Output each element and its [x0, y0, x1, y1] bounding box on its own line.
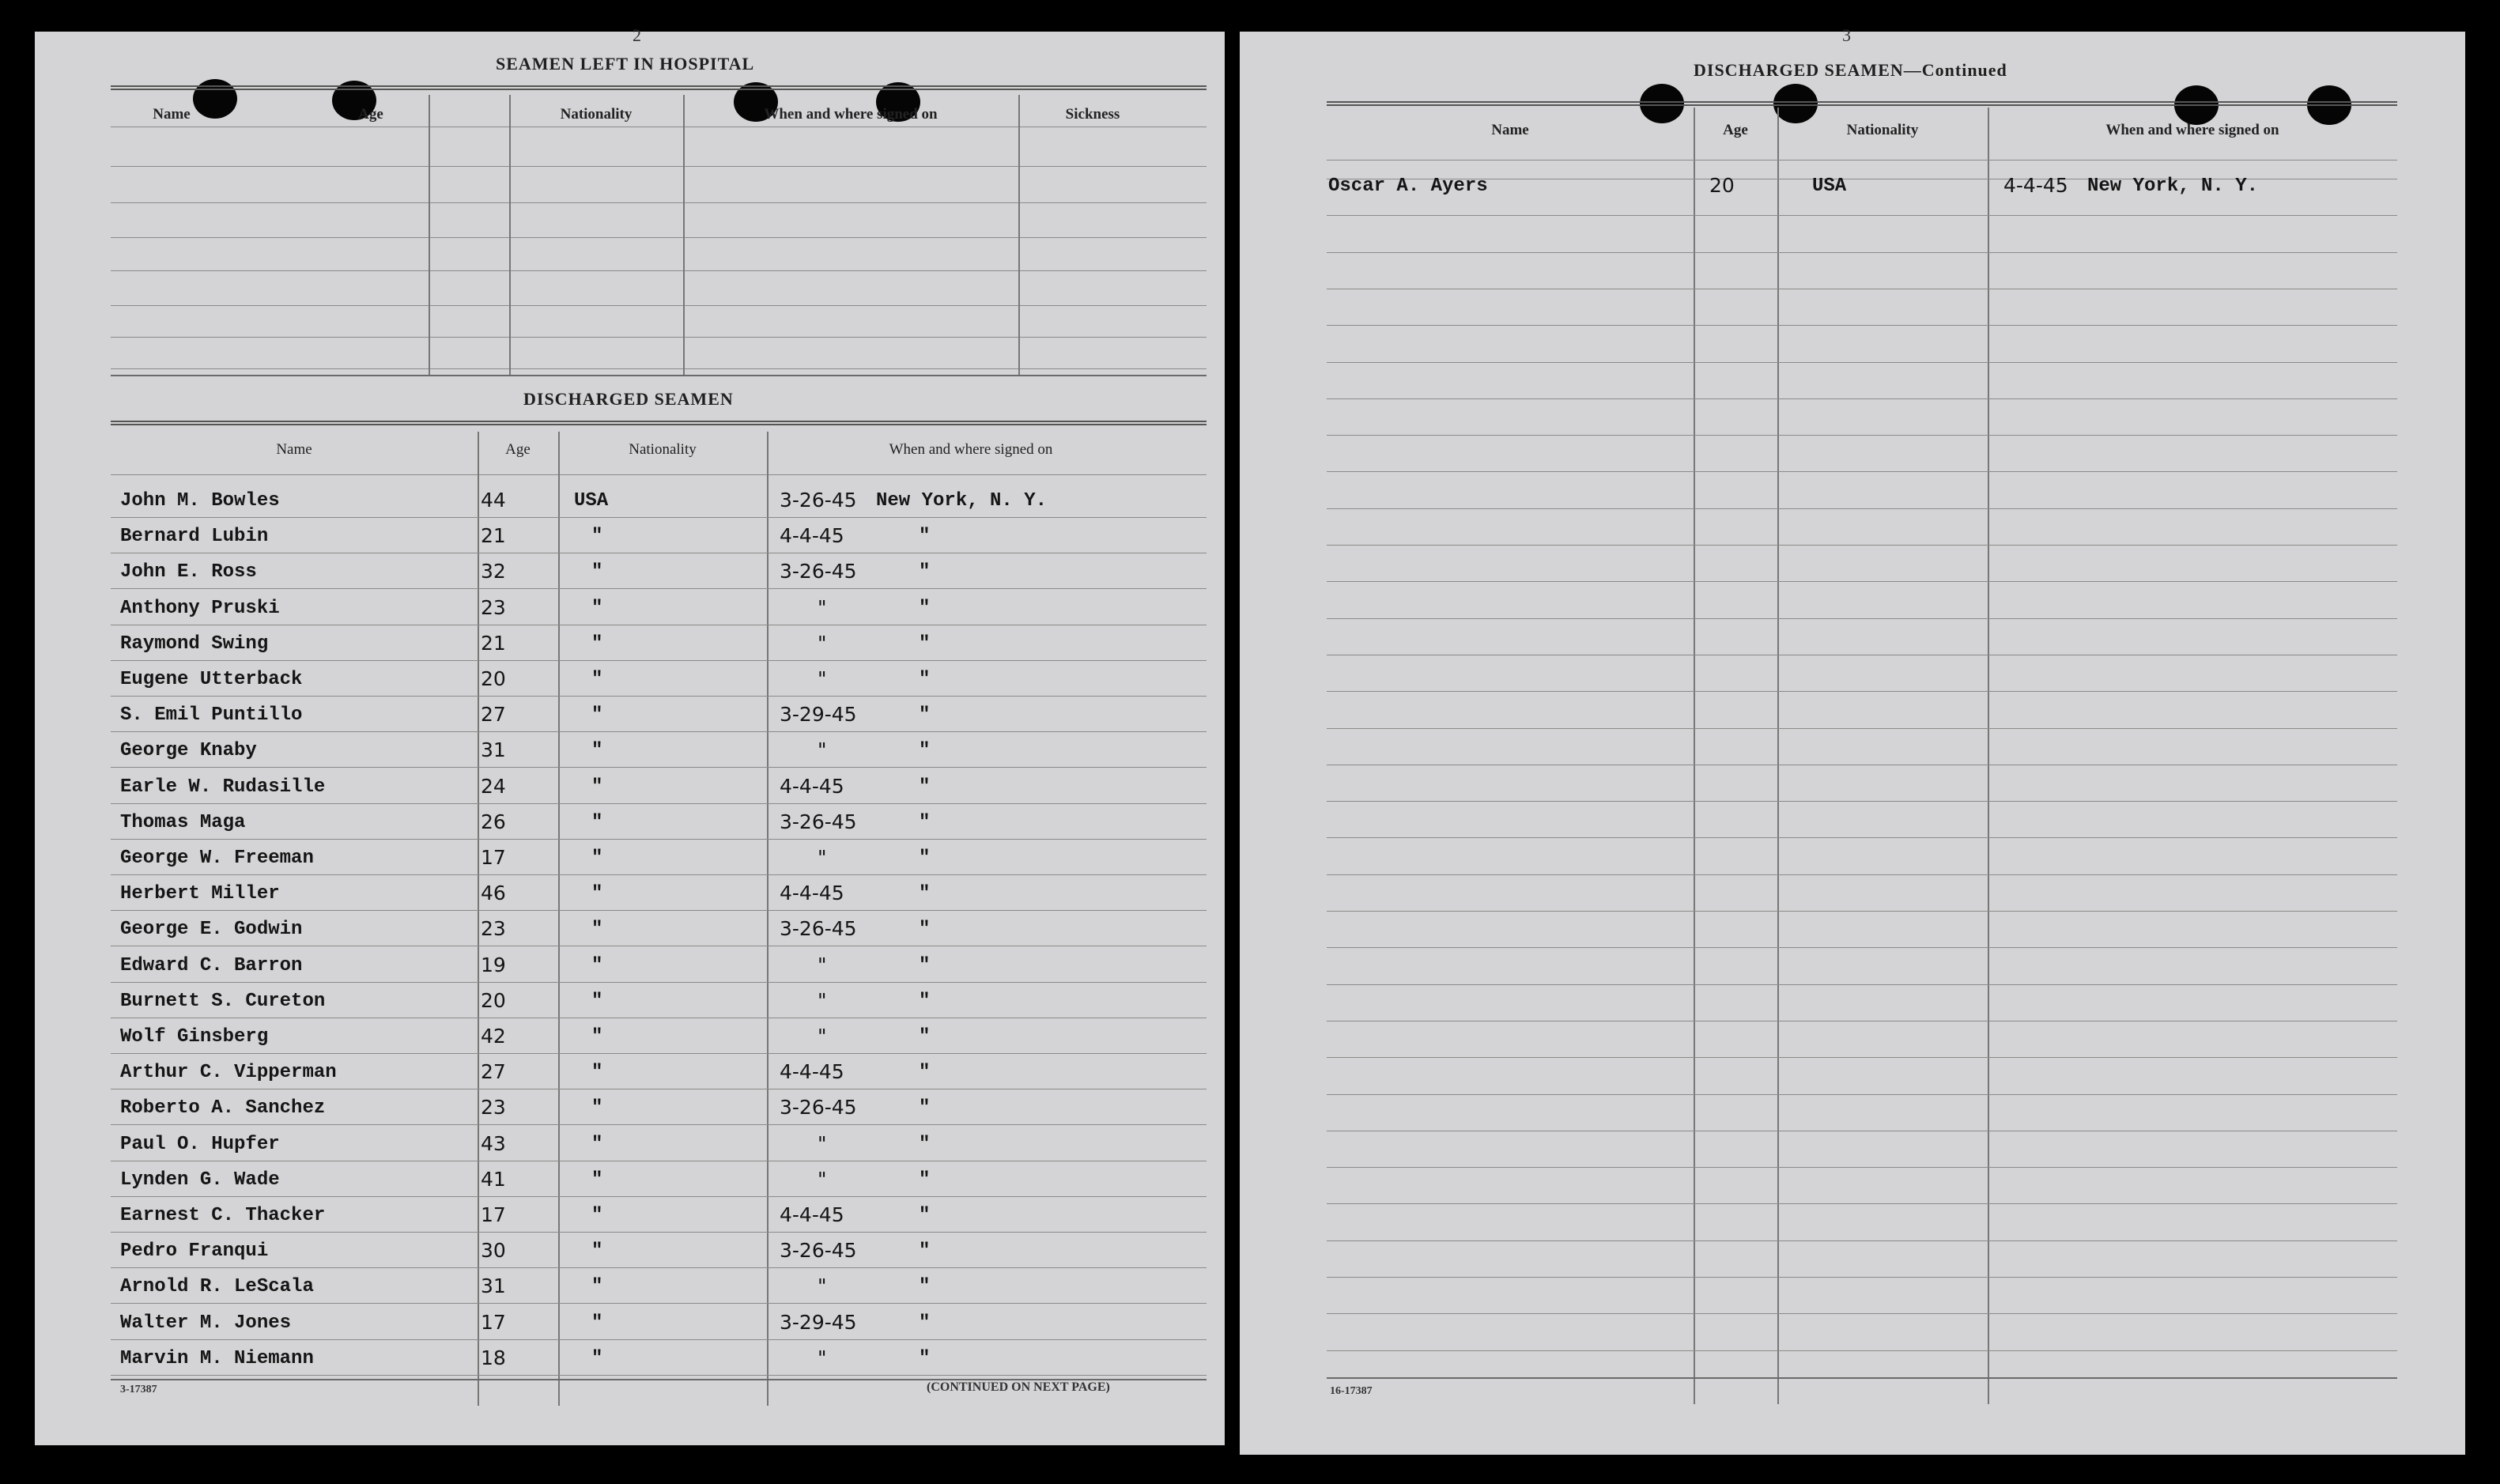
seaman-age: 23 [481, 1096, 506, 1119]
signed-on-place: " [919, 776, 931, 798]
signed-on-place: New York, N. Y. [2087, 176, 2259, 197]
table-rule [111, 166, 1207, 167]
seaman-age: 43 [481, 1132, 506, 1155]
table-row [35, 1026, 1225, 1061]
header-signed-on: When and where signed on [2105, 122, 2279, 138]
table-row [35, 991, 1225, 1025]
row-rule [1327, 1313, 2397, 1314]
seaman-nationality: " [591, 669, 603, 690]
table-row [35, 1097, 1225, 1132]
seaman-nationality: " [591, 848, 603, 869]
seaman-age: 23 [481, 917, 506, 940]
row-rule [1327, 1277, 2397, 1278]
row-rule [111, 731, 1207, 732]
continued-note: (CONTINUED ON NEXT PAGE) [927, 1380, 1110, 1394]
signed-on-place: " [919, 1205, 931, 1226]
signed-on-date: 4-4-45 [780, 775, 844, 798]
seaman-nationality: " [591, 919, 603, 940]
signed-on-place: " [919, 1276, 931, 1297]
signed-on-date: 4-4-45 [780, 1060, 844, 1083]
row-rule [111, 1375, 1207, 1376]
seaman-nationality: " [591, 704, 603, 726]
seaman-nationality: " [591, 776, 603, 798]
header-nationality: Nationality [1846, 122, 1919, 138]
table-rule [111, 337, 1207, 338]
seaman-name: Lynden G. Wade [120, 1169, 280, 1191]
seaman-age: 20 [481, 989, 506, 1012]
seaman-nationality: " [591, 1276, 603, 1297]
signed-on-place: " [919, 526, 931, 547]
signed-on-date: " [818, 667, 827, 690]
row-rule [1327, 325, 2397, 326]
form-number: 16-17387 [1330, 1385, 1373, 1397]
table-row [35, 633, 1225, 668]
signed-on-date: " [818, 1132, 827, 1155]
row-rule [1327, 471, 2397, 472]
seaman-name: Pedro Franqui [120, 1240, 269, 1262]
row-rule [1327, 911, 2397, 912]
row-rule [111, 1339, 1207, 1340]
signed-on-date: " [818, 1025, 827, 1048]
seaman-name: Eugene Utterback [120, 669, 303, 690]
table-row [35, 1348, 1225, 1383]
seaman-nationality: " [591, 1026, 603, 1048]
seaman-nationality: " [591, 1205, 603, 1226]
row-rule [1327, 252, 2397, 253]
header-name: Name [1491, 122, 1529, 138]
row-rule [1327, 508, 2397, 509]
row-rule [111, 874, 1207, 875]
signed-on-place: " [919, 919, 931, 940]
seaman-age: 21 [481, 632, 506, 655]
signed-on-place: New York, N. Y. [876, 490, 1048, 512]
row-rule [1327, 801, 2397, 802]
seaman-name: Thomas Maga [120, 812, 246, 833]
signed-on-date: " [818, 1274, 827, 1297]
row-rule [1327, 1094, 2397, 1095]
signed-on-date: " [818, 632, 827, 655]
seaman-age: 41 [481, 1168, 506, 1191]
table-row [35, 561, 1225, 596]
table-row [35, 812, 1225, 847]
header-nationality: Nationality [629, 441, 697, 458]
seaman-name: George E. Godwin [120, 919, 303, 940]
page-number: 3 [1842, 25, 1851, 45]
seaman-age: 20 [1709, 174, 1735, 197]
seaman-nationality: " [591, 598, 603, 619]
seaman-name: Herbert Miller [120, 883, 280, 904]
column-divider [1777, 108, 1779, 1404]
row-rule [111, 1303, 1207, 1304]
seaman-nationality: " [591, 1134, 603, 1155]
seaman-nationality: USA [574, 490, 609, 512]
signed-on-place: " [919, 1097, 931, 1119]
column-divider [1694, 108, 1695, 1404]
signed-on-place: " [919, 1134, 931, 1155]
table-row [35, 490, 1225, 525]
header-age: Age [358, 106, 383, 123]
table-bottom-rule [111, 375, 1207, 376]
signed-on-date: 4-4-45 [780, 524, 844, 547]
seaman-age: 23 [481, 596, 506, 619]
header-nationality: Nationality [560, 106, 633, 123]
seaman-nationality: " [591, 561, 603, 583]
table-row [35, 919, 1225, 953]
signed-on-date: 3-29-45 [780, 703, 857, 726]
signed-on-place: " [919, 1348, 931, 1369]
seaman-name: S. Emil Puntillo [120, 704, 303, 726]
header-sickness: Sickness [1065, 106, 1120, 123]
header-signed-on: When and where signed on [889, 441, 1053, 458]
seaman-nationality: " [591, 991, 603, 1012]
table-row [35, 526, 1225, 561]
signed-on-date: " [818, 953, 827, 976]
row-rule [1327, 1350, 2397, 1351]
signed-on-place: " [919, 1169, 931, 1191]
row-rule [1327, 984, 2397, 985]
table-row [35, 740, 1225, 775]
seaman-name: Paul O. Hupfer [120, 1134, 280, 1155]
row-rule [111, 1053, 1207, 1054]
signed-on-date: " [818, 596, 827, 619]
seaman-nationality: " [591, 1097, 603, 1119]
seaman-age: 21 [481, 524, 506, 547]
seaman-nationality: USA [1812, 176, 1847, 197]
row-rule [111, 1124, 1207, 1125]
row-rule [1327, 1240, 2397, 1241]
row-rule [111, 660, 1207, 661]
table-rule [111, 474, 1207, 475]
signed-on-place: " [919, 1062, 931, 1083]
seaman-nationality: " [591, 955, 603, 976]
seaman-name: Walter M. Jones [120, 1312, 292, 1334]
signed-on-place: " [919, 848, 931, 869]
table-row [35, 955, 1225, 990]
seaman-age: 27 [481, 1060, 506, 1083]
column-divider [683, 95, 685, 376]
signed-on-place: " [919, 598, 931, 619]
right-form-page [1240, 25, 2465, 1455]
seaman-age: 46 [481, 882, 506, 904]
seaman-age: 20 [481, 667, 506, 690]
signed-on-date: 3-26-45 [780, 810, 857, 833]
seaman-nationality: " [591, 1312, 603, 1334]
rule [111, 85, 1207, 90]
row-rule [1327, 728, 2397, 729]
row-rule [111, 517, 1207, 518]
rule [1327, 101, 2397, 106]
seaman-nationality: " [591, 740, 603, 761]
row-rule [111, 803, 1207, 804]
signed-on-date: 3-26-45 [780, 1239, 857, 1262]
seaman-name: John M. Bowles [120, 490, 280, 512]
signed-on-date: " [818, 989, 827, 1012]
seaman-name: Wolf Ginsberg [120, 1026, 269, 1048]
row-rule [111, 910, 1207, 911]
form-number: 3-17387 [120, 1384, 157, 1395]
row-rule [1327, 837, 2397, 838]
seaman-name: Edward C. Barron [120, 955, 303, 976]
table-row [35, 1205, 1225, 1240]
signed-on-place: " [919, 740, 931, 761]
seaman-nationality: " [591, 633, 603, 655]
seaman-age: 17 [481, 1311, 506, 1334]
row-rule [1327, 691, 2397, 692]
row-rule [1327, 398, 2397, 399]
table-row [35, 1169, 1225, 1204]
table-rule [111, 368, 1207, 369]
header-signed-on: When and where signed on [764, 106, 938, 123]
signed-on-place: " [919, 812, 931, 833]
signed-on-date: " [818, 1168, 827, 1191]
seaman-name: Burnett S. Cureton [120, 991, 326, 1012]
table-row [35, 704, 1225, 739]
column-divider [429, 95, 430, 376]
seaman-age: 31 [481, 738, 506, 761]
table-bottom-rule [1327, 1377, 2397, 1379]
seaman-name: Anthony Pruski [120, 598, 280, 619]
column-divider [1018, 95, 1020, 376]
seaman-name: Marvin M. Niemann [120, 1348, 314, 1369]
row-rule [1327, 435, 2397, 436]
seaman-age: 30 [481, 1239, 506, 1262]
row-rule [111, 1267, 1207, 1268]
signed-on-place: " [919, 561, 931, 583]
row-rule [1327, 874, 2397, 875]
seaman-age: 32 [481, 560, 506, 583]
row-rule [1327, 215, 2397, 216]
page-number: 2 [633, 25, 641, 45]
signed-on-place: " [919, 1026, 931, 1048]
signed-on-date: 3-26-45 [780, 489, 857, 512]
seaman-nationality: " [591, 526, 603, 547]
seaman-age: 18 [481, 1346, 506, 1369]
signed-on-place: " [919, 991, 931, 1012]
seaman-age: 26 [481, 810, 506, 833]
row-rule [111, 982, 1207, 983]
seaman-name: Roberto A. Sanchez [120, 1097, 326, 1119]
row-rule [1327, 947, 2397, 948]
column-divider [509, 95, 511, 376]
signed-on-date: 3-26-45 [780, 1096, 857, 1119]
seaman-name: Oscar A. Ayers [1328, 176, 1488, 197]
seaman-age: 31 [481, 1274, 506, 1297]
seaman-age: 17 [481, 846, 506, 869]
row-rule [1327, 362, 2397, 363]
row-rule [1327, 618, 2397, 619]
signed-on-place: " [919, 1312, 931, 1334]
table-rule [111, 305, 1207, 306]
seaman-name: George W. Freeman [120, 848, 314, 869]
seaman-nationality: " [591, 812, 603, 833]
header-age: Age [505, 441, 531, 458]
seaman-nationality: " [591, 1240, 603, 1262]
seaman-name: Bernard Lubin [120, 526, 269, 547]
signed-on-date: 4-4-45 [2003, 174, 2068, 197]
table-row [35, 1062, 1225, 1097]
table-row [1240, 176, 2465, 210]
header-name: Name [276, 441, 312, 458]
seaman-name: Arnold R. LeScala [120, 1276, 314, 1297]
row-rule [111, 588, 1207, 589]
signed-on-date: " [818, 846, 827, 869]
signed-on-place: " [919, 955, 931, 976]
row-rule [111, 767, 1207, 768]
continued-section-title: DISCHARGED SEAMEN—Continued [1694, 60, 2007, 80]
row-rule [111, 839, 1207, 840]
signed-on-date: " [818, 1346, 827, 1369]
table-row [35, 1276, 1225, 1311]
seaman-nationality: " [591, 1348, 603, 1369]
column-divider [1988, 108, 1989, 1404]
signed-on-date: 3-29-45 [780, 1311, 857, 1334]
table-row [35, 883, 1225, 918]
signed-on-date: 4-4-45 [780, 882, 844, 904]
table-rule [111, 202, 1207, 203]
table-row [35, 1312, 1225, 1347]
table-rule [111, 237, 1207, 238]
signed-on-place: " [919, 669, 931, 690]
signed-on-date: 4-4-45 [780, 1203, 844, 1226]
signed-on-date: " [818, 738, 827, 761]
table-row [35, 848, 1225, 882]
row-rule [111, 696, 1207, 697]
row-rule [1327, 1167, 2397, 1168]
seaman-age: 17 [481, 1203, 506, 1226]
header-age: Age [1723, 122, 1748, 138]
table-row [35, 598, 1225, 632]
rule [111, 421, 1207, 425]
seaman-age: 19 [481, 953, 506, 976]
hospital-section-title: SEAMEN LEFT IN HOSPITAL [496, 54, 755, 74]
seaman-age: 42 [481, 1025, 506, 1048]
row-rule [1327, 1203, 2397, 1204]
row-rule [1327, 545, 2397, 546]
seaman-name: John E. Ross [120, 561, 257, 583]
row-rule [111, 1196, 1207, 1197]
signed-on-place: " [919, 883, 931, 904]
seaman-name: Arthur C. Vipperman [120, 1062, 337, 1083]
seaman-age: 44 [481, 489, 506, 512]
row-rule [1327, 581, 2397, 582]
row-rule [1327, 1057, 2397, 1058]
signed-on-place: " [919, 704, 931, 726]
table-row [35, 1134, 1225, 1169]
seaman-name: Earle W. Rudasille [120, 776, 326, 798]
signed-on-place: " [919, 1240, 931, 1262]
left-form-page [35, 25, 1225, 1445]
signed-on-date: 3-26-45 [780, 917, 857, 940]
seaman-age: 24 [481, 775, 506, 798]
seaman-name: Raymond Swing [120, 633, 269, 655]
table-rule [111, 270, 1207, 271]
table-rule [111, 126, 1207, 127]
seaman-nationality: " [591, 883, 603, 904]
seaman-name: Earnest C. Thacker [120, 1205, 326, 1226]
seaman-age: 27 [481, 703, 506, 726]
discharged-section-title: DISCHARGED SEAMEN [523, 389, 734, 409]
header-name: Name [153, 106, 191, 123]
seaman-nationality: " [591, 1062, 603, 1083]
table-row [35, 669, 1225, 704]
table-row [35, 776, 1225, 811]
seaman-nationality: " [591, 1169, 603, 1191]
seaman-name: George Knaby [120, 740, 257, 761]
signed-on-date: 3-26-45 [780, 560, 857, 583]
row-rule [111, 1232, 1207, 1233]
table-row [35, 1240, 1225, 1275]
signed-on-place: " [919, 633, 931, 655]
